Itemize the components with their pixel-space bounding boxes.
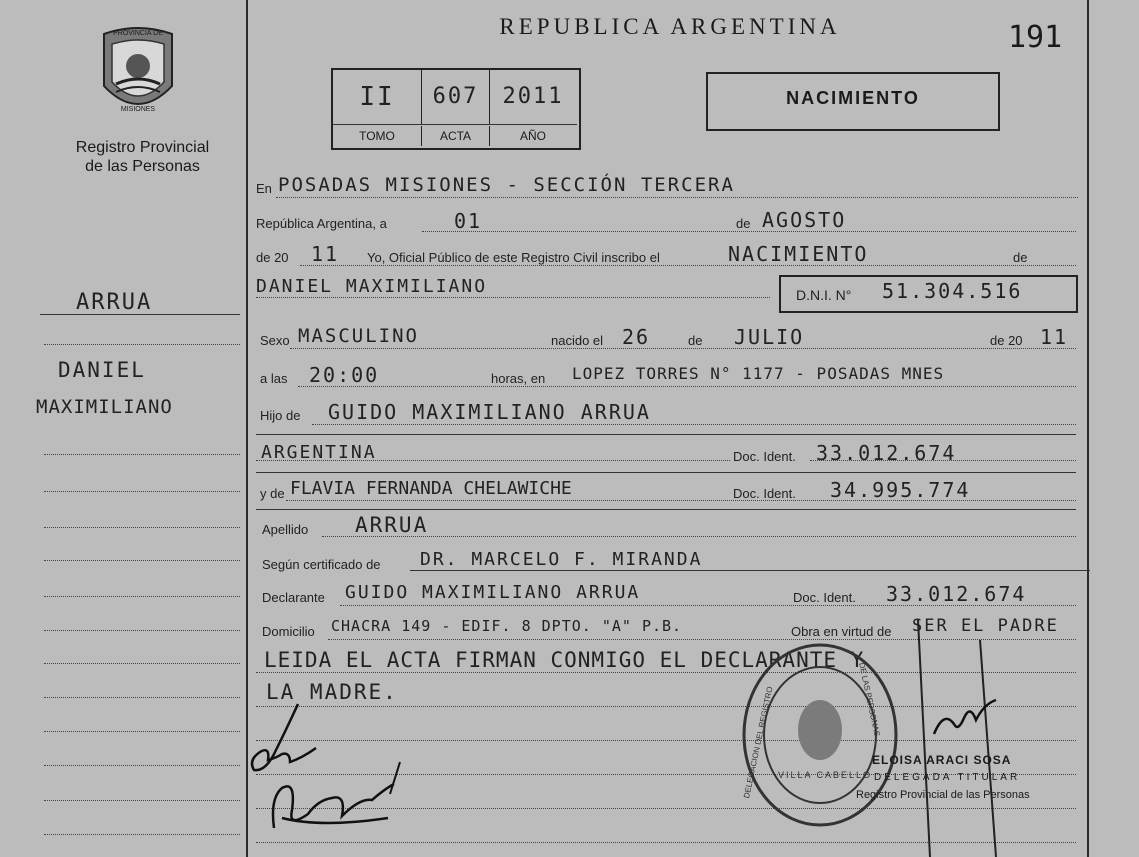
registration-day: 01 (454, 209, 483, 233)
birth-de-label: de (688, 333, 703, 348)
right-column-rule (1087, 0, 1089, 857)
registration-year-suffix: 11 (311, 242, 340, 266)
father-doc: 33.012.674 (816, 441, 957, 465)
margin-dotted-line (44, 527, 240, 528)
margin-surname: ARRUA (76, 290, 153, 315)
margin-dotted-line (44, 800, 240, 801)
stamp-text-right: DE LAS PERSONAS (857, 661, 882, 738)
registry-name-line1: Registro Provincial (75, 139, 210, 156)
official-org: Registro Provincial de las Personas (856, 789, 1030, 801)
seal-top-text: PROVINCIA DE (113, 30, 163, 37)
domicilio-value: CHACRA 149 - EDIF. 8 DPTO. "A" P.B. (331, 617, 683, 635)
official-title: DELEGADA TITULAR (874, 772, 1021, 783)
margin-dotted-line (44, 663, 240, 664)
margin-dotted-line (44, 454, 240, 455)
body-dotted-line (286, 500, 1076, 501)
body-rule (256, 434, 1076, 435)
margin-dotted-line (44, 697, 240, 698)
margin-dotted-line (44, 596, 240, 597)
mother-name: FLAVIA FERNANDA CHELAWICHE (290, 478, 572, 499)
en-label: En (256, 181, 272, 196)
note-line-1: LEIDA EL ACTA FIRMAN CONMIGO EL DECLARANTE Y (264, 648, 865, 672)
registration-place: POSADAS MISIONES - SECCIÓN TERCERA (278, 174, 735, 196)
body-dotted-line (276, 197, 1078, 198)
birth-time: 20:00 (309, 363, 380, 387)
margin-dotted-line (44, 834, 240, 835)
doc-label-2: Doc. Ident. (733, 486, 796, 501)
body-rule (410, 570, 1090, 571)
father-name: GUIDO MAXIMILIANO ARRUA (328, 400, 651, 424)
margin-given-name-1: DANIEL (58, 358, 146, 382)
acta-value: 607 (422, 70, 490, 124)
body-rule (256, 509, 1076, 510)
certificado-label: Según certificado de (262, 557, 381, 572)
declarante-value: GUIDO MAXIMILIANO ARRUA (345, 582, 641, 603)
obra-value: SER EL PADRE (912, 616, 1059, 636)
body-rule (256, 472, 1076, 473)
birth-place: LOPEZ TORRES N° 1177 - POSADAS MNES (572, 364, 945, 383)
anio-label: AÑO (519, 129, 546, 143)
margin-dotted-line (44, 731, 240, 732)
de-label-2: de (1013, 250, 1028, 265)
body-dotted-line (300, 265, 1076, 266)
seal-bottom-text: MISIONES (120, 106, 156, 113)
official-name: ELOISA ARACI SOSA (872, 753, 1012, 767)
record-box-divider (333, 124, 577, 125)
birth-day: 26 (622, 325, 651, 349)
declarante-label: Declarante (262, 590, 325, 605)
registry-name-line2: de las Personas (85, 158, 200, 175)
sexo-label: Sexo (260, 333, 290, 348)
apellido-label: Apellido (262, 522, 309, 537)
child-name: DANIEL MAXIMILIANO (256, 276, 488, 297)
hijo-label: Hijo de (260, 408, 301, 423)
margin-given-name-2: MAXIMILIANO (36, 396, 173, 418)
anio-value: 2011 (502, 84, 564, 109)
sexo-value: MASCULINO (298, 325, 419, 347)
yde-label: y de (260, 486, 285, 501)
mother-signature-icon (262, 758, 412, 848)
body-dotted-line (312, 424, 1076, 425)
republica-label: República Argentina, a (256, 216, 387, 231)
de20-label: de 20 (256, 250, 289, 265)
margin-dotted-line (44, 344, 240, 345)
official-signature-icon (900, 600, 1040, 857)
registered-event: NACIMIENTO (728, 242, 869, 266)
doc-label-3: Doc. Ident. (793, 590, 856, 605)
certificado-value: DR. MARCELO F. MIRANDA (420, 549, 703, 570)
acta-label: ACTA (422, 126, 490, 146)
body-dotted-line (322, 536, 1076, 537)
margin-dotted-line (44, 630, 240, 631)
alas-label: a las (260, 371, 288, 386)
body-dotted-line (422, 231, 1076, 232)
oficial-text: Yo, Oficial Público de este Registro Civil inscribo el (367, 250, 660, 265)
birth-year-suffix: 11 (1040, 325, 1069, 349)
dni-label: D.N.I. N° (796, 287, 852, 303)
birth-month: JULIO (734, 325, 805, 349)
record-type: NACIMIENTO (786, 88, 920, 108)
domicilio-label: Domicilio (262, 624, 315, 639)
page-title: REPUBLICA ARGENTINA (499, 14, 841, 39)
margin-dotted-line (44, 560, 240, 561)
tomo-value: II (333, 70, 422, 124)
declarante-doc: 33.012.674 (886, 582, 1027, 606)
stamp-text-bottom: VILLA CABELLO (778, 770, 873, 780)
nacido-label: nacido el (551, 333, 604, 348)
registration-month: AGOSTO (762, 208, 847, 232)
horas-label: horas, en (491, 371, 546, 386)
tomo-label: TOMO (333, 126, 422, 146)
margin-dotted-line (44, 765, 240, 766)
apellido-value: ARRUA (355, 513, 429, 537)
body-dotted-line (256, 297, 770, 298)
body-dotted-line (290, 348, 1076, 349)
dni-value: 51.304.516 (882, 279, 1023, 303)
note-line-2: LA MADRE. (266, 680, 398, 704)
father-nationality: ARGENTINA (261, 442, 377, 463)
doc-label-1: Doc. Ident. (733, 449, 796, 464)
margin-rule (40, 314, 240, 315)
stamp-text-left: DELEGACION DEL REGISTRO (742, 685, 775, 800)
de-label: de (736, 216, 751, 231)
body-dotted-line (810, 460, 1076, 461)
mother-doc: 34.995.774 (830, 478, 971, 502)
obra-label: Obra en virtud de (791, 624, 892, 639)
margin-dotted-line (44, 491, 240, 492)
body-dotted-line (256, 460, 730, 461)
birth-de20-label: de 20 (990, 333, 1023, 348)
page-number: 191 (1008, 20, 1063, 55)
body-dotted-line (298, 386, 1076, 387)
